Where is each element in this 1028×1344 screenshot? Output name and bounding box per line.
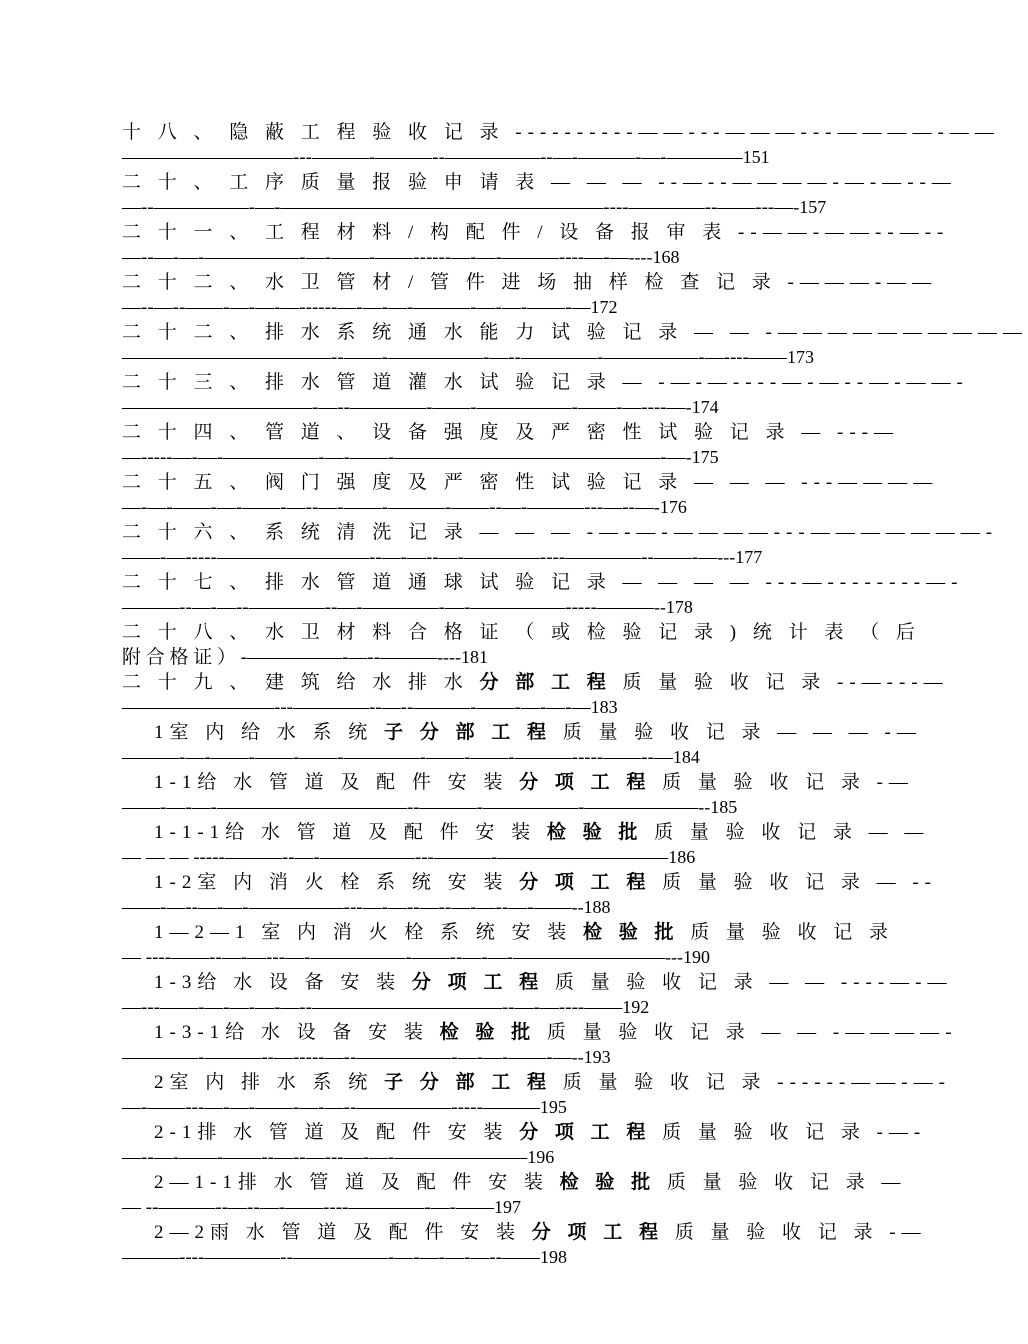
toc-entry (122, 470, 939, 520)
toc-page-number: ---190 (664, 947, 710, 967)
toc-entry-leader: ————————---————--—--———-——-—-—-—183 (122, 697, 618, 718)
toc-page-number: -176 (653, 497, 687, 517)
toc-page-number: 173 (786, 347, 814, 367)
toc-entry-title: 二 十 八 、 水 卫 材 料 合 格 证 （ 或 检 验 记 录 ) 统 计 表 （ 后 (122, 622, 921, 643)
toc-entry (122, 1170, 907, 1220)
toc-page-number: 184 (672, 747, 700, 767)
toc-page-number: -175 (685, 447, 719, 467)
toc-entry (122, 670, 949, 720)
toc-entry-leader: 附 合 格 证 ） -—————-—--———----181 (122, 647, 489, 668)
toc-entry (122, 870, 937, 920)
toc-entry-title: 2—1-1排 水 管 道 及 配 件 安 装 检 验 批 质 量 验 收 记 录 — (154, 1172, 907, 1193)
toc-entry (122, 1020, 958, 1070)
toc-entry-leader: —-——---—-—-——-—-—--—————-----———195 (122, 1097, 567, 1118)
toc-entry-title: 1-1给 水 管 道 及 配 件 安 装 分 项 工 程 质 量 验 收 记 录 -— (154, 772, 914, 793)
toc-page-number: ----168 (628, 247, 680, 267)
toc-page-number: 186 (668, 847, 696, 867)
toc-entry (122, 570, 964, 620)
toc-entry-title: 2室 内 排 水 系 统 子 分 部 工 程 质 量 验 收 记 录 ------——-—- (154, 1072, 951, 1093)
toc-entry-leader: ———-—-——-——-——-————-——-——-———-----——--—184 (122, 747, 700, 768)
toc-page-number: 195 (539, 1097, 567, 1117)
toc-page-number: 196 (527, 1147, 555, 1167)
toc-entry-title: 1-3给 水 设 备 安 装 分 项 工 程 质 量 验 收 记 录 — — ----—-— (154, 972, 953, 993)
toc-entry (122, 1120, 927, 1170)
toc-entry-title: 2—2雨 水 管 道 及 配 件 安 装 分 项 工 程 质 量 验 收 记 录 -— (154, 1222, 927, 1243)
toc-entry-leader: — — — -----———--—-—————---———-—————————186 (122, 847, 696, 868)
toc-entry (122, 770, 914, 820)
toc-entry-leader: —--—--——-—-—-—------—-—-—-———-—-—-——-—172 (122, 297, 618, 318)
toc-entry (122, 1220, 927, 1270)
toc-entry (122, 420, 899, 470)
toc-page-number: 198 (539, 1247, 567, 1267)
toc-entry (122, 920, 895, 970)
toc-entry (122, 820, 930, 870)
toc-entry-leader: —-----—-—-—————-—-——-——————————————-—-175 (122, 447, 719, 468)
toc-entry-title: 1—2—1 室 内 消 火 栓 系 统 安 装 检 验 批 质 量 验 收 记 录 (154, 922, 895, 943)
toc-entry-title: 二 十 四 、 管 道 、 设 备 强 度 及 严 密 性 试 验 记 录 — ---— (122, 422, 899, 443)
toc-entry-leader: —-—-——-—-——-—--—-——-———-——--—-———---—--—-176 (122, 497, 687, 518)
toc-entry (122, 170, 957, 220)
toc-entry-title: 十 八 、 隐 蔽 工 程 验 收 记 录 ----------——---———---————-—— (122, 122, 1000, 143)
toc-entry-title: 1-3-1给 水 设 备 安 装 检 验 批 质 量 验 收 记 录 — — -————- (154, 1022, 958, 1043)
toc-page-number: --188 (571, 897, 611, 917)
toc-entry-leader: ——-—-—-——————————--———-—————-——————--185 (122, 797, 738, 818)
toc-entry-leader: ———----————--—————-—-—-—-—--——198 (122, 1247, 567, 1268)
toc-page-number: ----181 (437, 647, 489, 667)
toc-entry-title: 二 十 六 、 系 统 清 洗 记 录 — — — -—-—-————---———————- (122, 522, 999, 543)
toc-entry-title: 二 十 、 工 序 质 量 报 验 申 请 表 — — — --—--————-—-—--— (122, 172, 957, 193)
toc-entry (122, 720, 922, 770)
toc-page-number: --178 (653, 597, 693, 617)
toc-entry-leader: —————————---———-———--—————--—-———-—-————151 (122, 147, 770, 168)
toc-entry (122, 520, 999, 570)
toc-entry-leader: —---——-—-—-—-—--——————————--—-—----——192 (122, 997, 650, 1018)
toc-page-number: --185 (698, 797, 738, 817)
toc-entry (122, 120, 1000, 170)
toc-entry (122, 620, 921, 670)
toc-entry-title: 1-1-1给 水 管 道 及 配 件 安 装 检 验 批 质 量 验 收 记 录 — — (154, 822, 930, 843)
toc-entry-leader: — --———--—--—-——----————-—-——197 (122, 1197, 522, 1218)
toc-entry-title: 二 十 二 、 水 卫 管 材 / 管 件 进 场 抽 样 检 查 记 录 -———-—— (122, 272, 938, 293)
toc-entry-title: 二 十 九 、 建 筑 给 水 排 水 分 部 工 程 质 量 验 收 记 录 --—---— (122, 672, 949, 693)
toc-entry-leader: ——-—--—-—-—————---—-—--—--—-—--—-——--188 (122, 897, 611, 918)
toc-page-number: 192 (622, 997, 650, 1017)
toc-page-number: 197 (494, 1197, 522, 1217)
toc-entry-title: 二 十 一 、 工 程 材 料 / 构 配 件 / 设 备 报 审 表 --——-——--—-- (122, 222, 950, 243)
toc-entry-leader: —--—————-—-—————————————————----————--——---—-157 (122, 197, 827, 218)
toc-entry-leader: ————-———--—-----—--—————-—-—-——-—--193 (122, 1047, 611, 1068)
toc-page-number: --193 (571, 1047, 611, 1067)
toc-entry (122, 320, 1028, 370)
toc-entry-title: 二 十 二 、 排 水 系 统 通 水 能 力 试 验 记 录 — — -—————————— (122, 322, 1028, 343)
toc-entry (122, 270, 938, 320)
toc-entry-leader: ——-—-----————————--—-—--—-————----————--——-—---177 (122, 547, 763, 568)
toc-entry-title: 二 十 五 、 阀 门 强 度 及 严 密 性 试 验 记 录 — — — ---———— (122, 472, 939, 493)
toc-page-number: 183 (590, 697, 618, 717)
toc-entry-title: 二 十 七 、 排 水 管 道 通 球 试 验 记 录 — — — — ---—--------—- (122, 572, 964, 593)
toc-page-number: 172 (590, 297, 618, 317)
toc-entry-leader: — ----——--—-—---—-—————-——--—-—-————————---190 (122, 947, 710, 968)
toc-entry-title: 1室 内 给 水 系 统 子 分 部 工 程 质 量 验 收 记 录 — — — -— (154, 722, 922, 743)
toc-entry-leader: ———————————--——-—————-—--————-—————-—----——173 (122, 347, 814, 368)
toc-entry (122, 970, 953, 1020)
toc-page-number: ---177 (717, 547, 763, 567)
toc-entry (122, 220, 950, 270)
toc-page-number: -174 (685, 397, 719, 417)
table-of-contents (122, 120, 1028, 1270)
toc-entry-title: 二 十 三 、 排 水 管 道 灌 水 试 验 记 录 — -—-—----—-—--—-——- (122, 372, 969, 393)
toc-page-number: -157 (793, 197, 827, 217)
toc-entry (122, 1070, 951, 1120)
toc-entry-leader: —--—-——-——--—--—---—-—-———————196 (122, 1147, 555, 1168)
toc-entry-title: 1-2室 内 消 火 栓 系 统 安 装 分 项 工 程 质 量 验 收 记 录 — -- (154, 872, 937, 893)
toc-page-number: 151 (742, 147, 770, 167)
toc-entry-title: 2-1排 水 管 道 及 配 件 安 装 分 项 工 程 质 量 验 收 记 录 -—- (154, 1122, 927, 1143)
toc-entry-leader: ———--—-—--————--—-————-—-—————-----———--178 (122, 597, 693, 618)
toc-entry-leader: —--—-—-—————-—-——-——------—-—-———----—-—----168 (122, 247, 680, 268)
toc-entry (122, 370, 969, 420)
toc-entry-leader: ——————————-—--————-——-—————-——-—----—-174 (122, 397, 719, 418)
